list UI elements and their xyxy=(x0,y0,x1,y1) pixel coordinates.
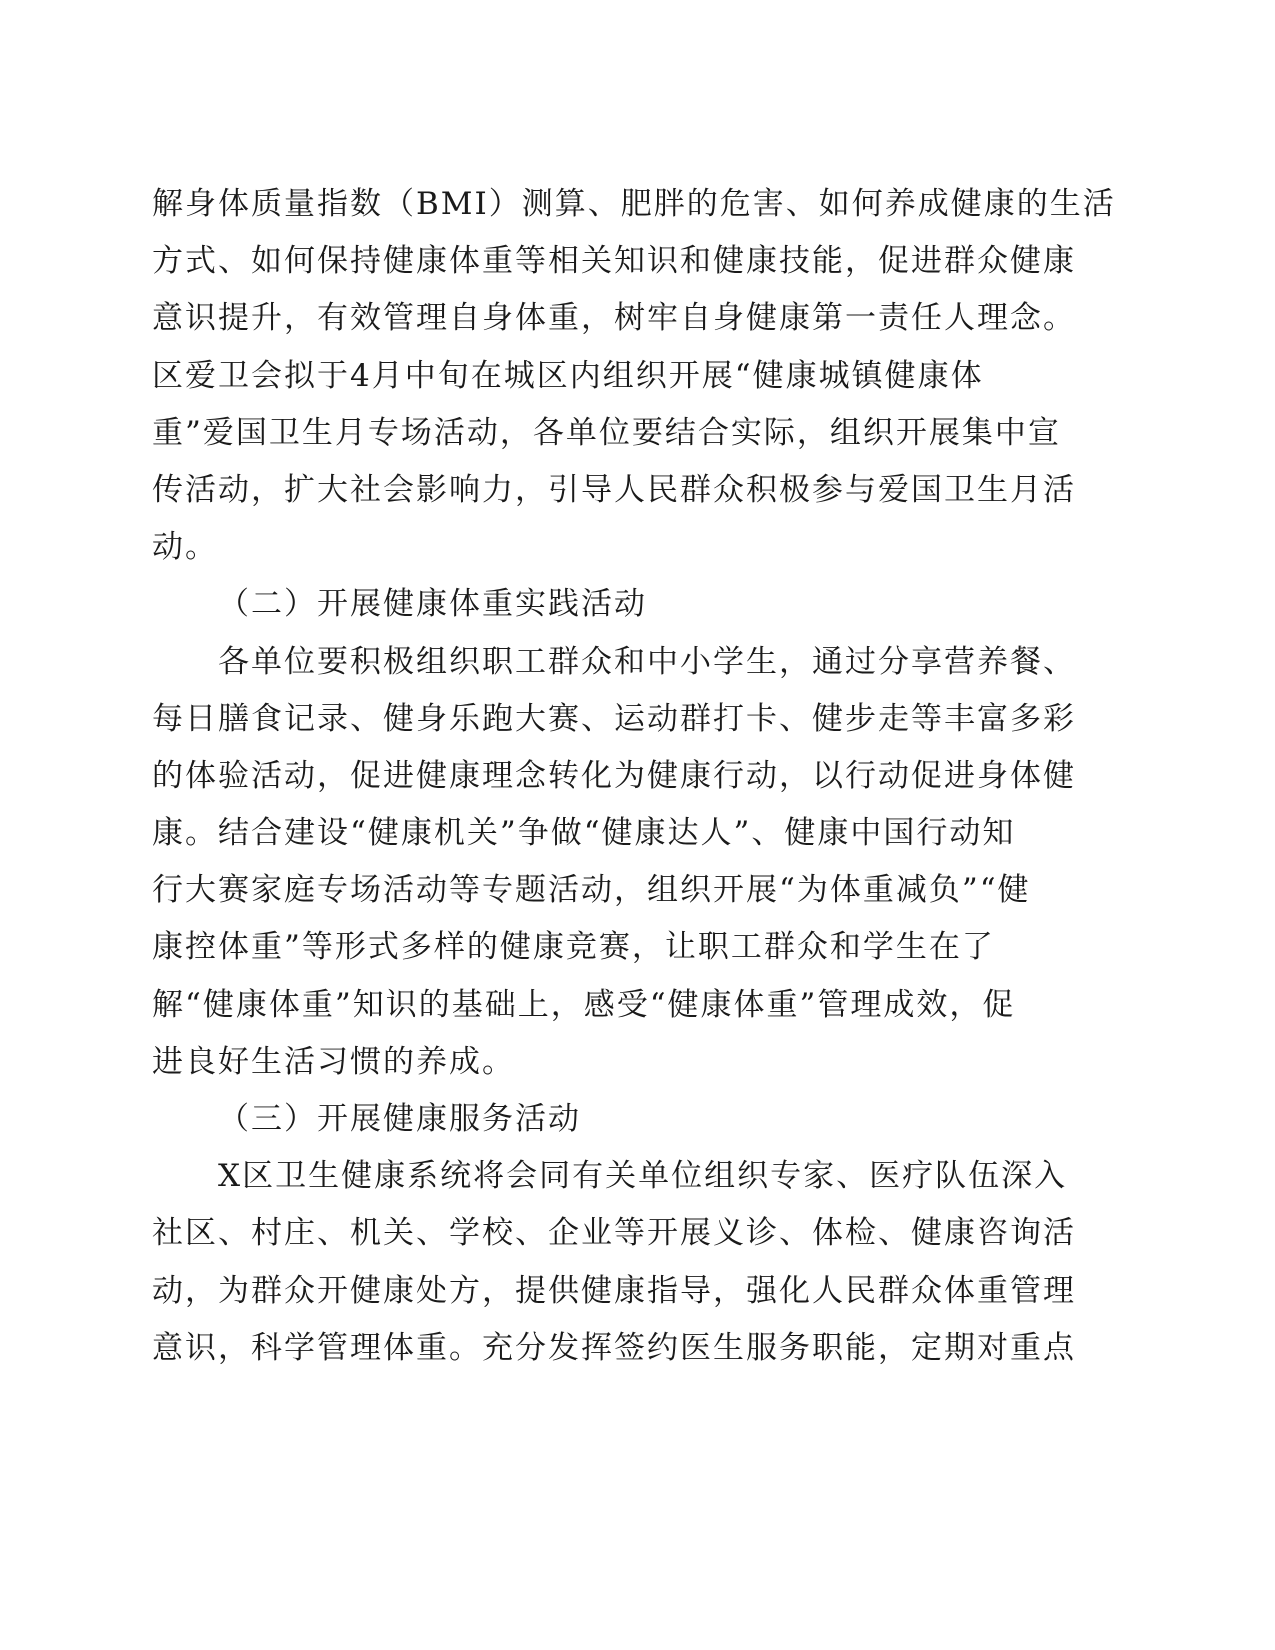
body-line: 每日膳食记录、健身乐跑大赛、运动群打卡、健步走等丰富多彩 xyxy=(152,700,1076,737)
body-line: 进良好生活习惯的养成。 xyxy=(152,1043,515,1080)
body-line: 方式、如何保持健康体重等相关知识和健康技能，促进群众健康 xyxy=(152,243,1076,280)
section-heading: （二）开展健康体重实践活动 xyxy=(218,586,647,623)
body-line: 的体验活动，促进健康理念转化为健康行动，以行动促进身体健 xyxy=(152,757,1076,794)
body-line: 社区、村庄、机关、学校、企业等开展义诊、体检、健康咨询活 xyxy=(152,1215,1076,1252)
paragraph-first-line: 各单位要积极组织职工群众和中小学生，通过分享营养餐、 xyxy=(218,643,1076,680)
body-line: 动。 xyxy=(152,529,218,566)
body-line: 动，为群众开健康处方，提供健康指导，强化人民群众体重管理 xyxy=(152,1272,1076,1309)
body-line: 解“健康体重”知识的基础上，感受“健康体重”管理成效，促 xyxy=(152,986,1016,1023)
paragraph-first-line: X区卫生健康系统将会同有关单位组织专家、医疗队伍深入 xyxy=(218,1158,1068,1195)
body-line: 意识，科学管理体重。充分发挥签约医生服务职能，定期对重点 xyxy=(152,1329,1076,1366)
document-body xyxy=(152,176,1116,1377)
body-line: 意识提升，有效管理自身体重，树牢自身健康第一责任人理念。 xyxy=(152,300,1076,337)
body-line: 解身体质量指数（BMI）测算、肥胖的危害、如何养成健康的生活 xyxy=(152,186,1116,222)
body-line: 康控体重”等形式多样的健康竞赛，让职工群众和学生在了 xyxy=(152,929,995,966)
body-line: 康。结合建设“健康机关”争做“健康达人”、健康中国行动知 xyxy=(152,815,1016,852)
body-line: 行大赛家庭专场活动等专题活动，组织开展“为体重减负”“健 xyxy=(152,872,1031,909)
section-heading: （三）开展健康服务活动 xyxy=(218,1101,581,1137)
body-line: 传活动，扩大社会影响力，引导人民群众积极参与爱国卫生月活 xyxy=(152,471,1076,508)
body-line: 区爱卫会拟于4月中旬在城区内组织开展“健康城镇健康体 xyxy=(152,357,984,394)
body-line: 重”爱国卫生月专场活动，各单位要结合实际，组织开展集中宣 xyxy=(152,414,1061,451)
